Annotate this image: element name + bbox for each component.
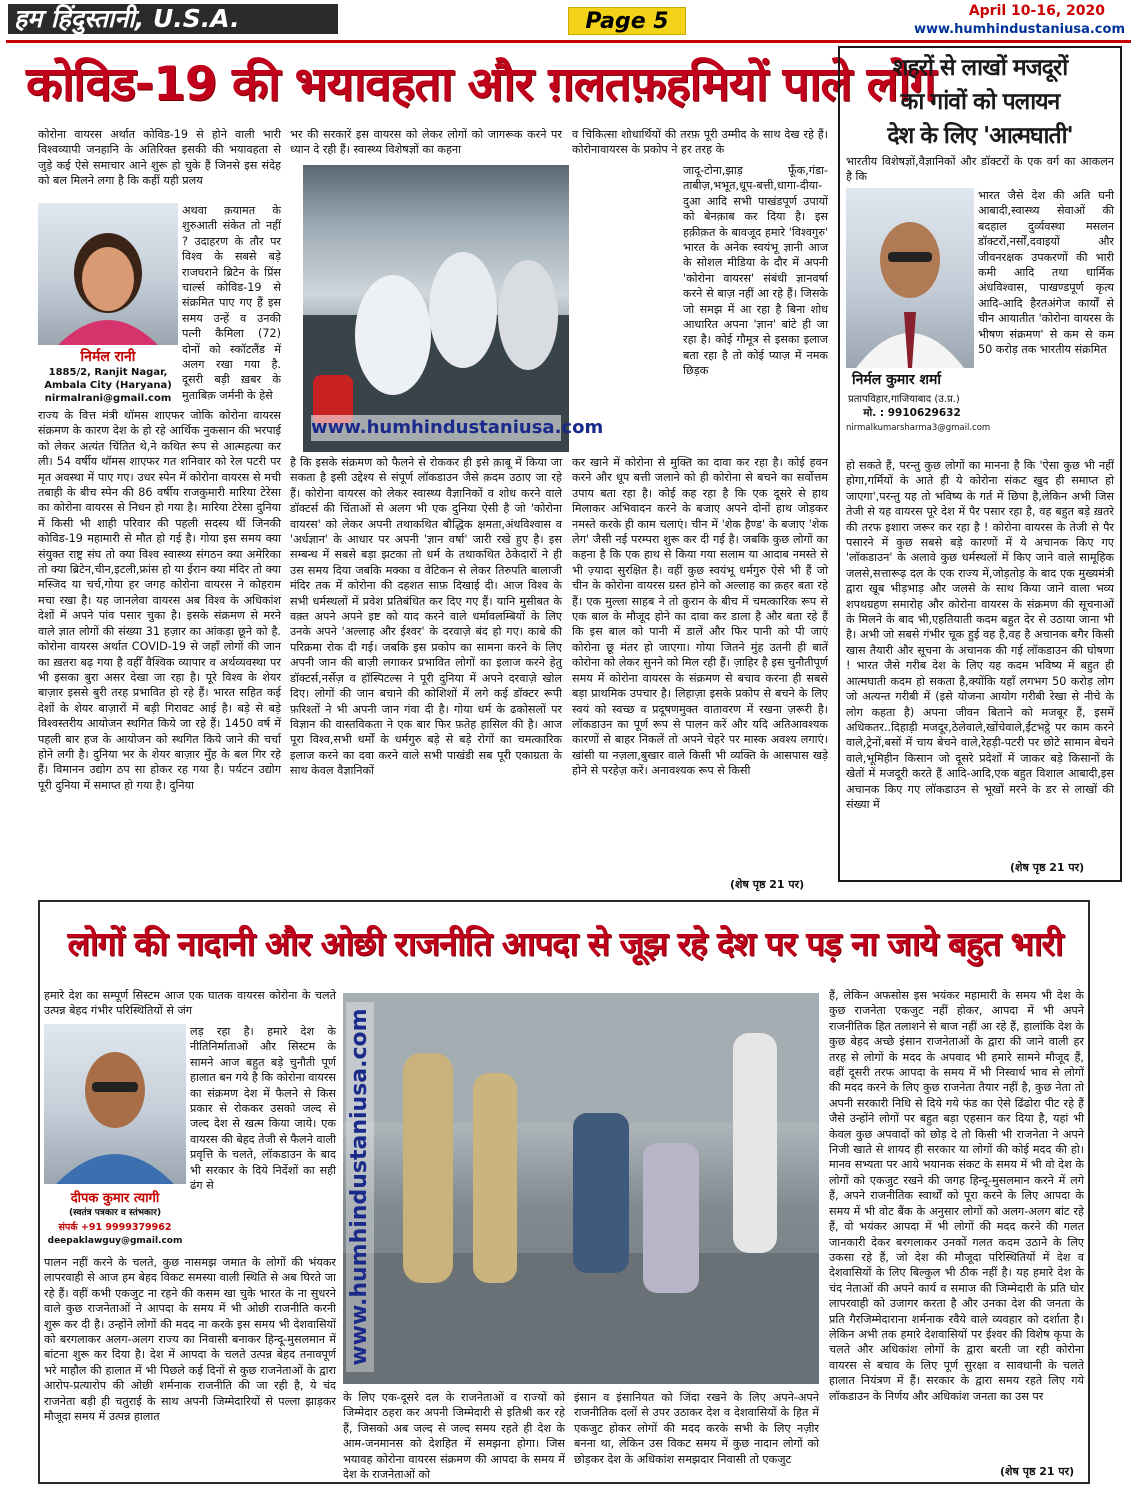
airport-masked-travellers-photo bbox=[303, 165, 604, 452]
article3-headline: लोगों की नादानी और ओछी राजनीति आपदा से जूझ रहे देश पर पड़ ना जाये बहुत भारी bbox=[67, 924, 1063, 963]
man-portrait-icon bbox=[44, 1024, 186, 1184]
article3-col1-top: हमारे देश का सम्पूर्ण सिस्टम आज एक घातक वायरस कोरोना के चलते उत्पन्न बेहद गंभीर परिस्थितियों से जंग bbox=[44, 989, 336, 1018]
author-photo-nirmal-sharma bbox=[846, 188, 974, 368]
article2-continued[interactable]: (शेष पृष्ठ 21 पर) bbox=[1010, 861, 1085, 874]
author-phone: मो. : 9910629632 bbox=[863, 407, 961, 419]
article1-continued[interactable]: (शेष पृष्ठ 21 पर) bbox=[730, 878, 805, 891]
man-portrait-icon bbox=[846, 188, 974, 368]
article3-col4-body: हैं, लेकिन अफसोस इस भयंकर महामारी के समय भी देश के कुछ राजनेता एकजुट नहीं होकर, आपदा में भी अपने राजनीतिक हित तलाशने से बाज नहीं आ रहे हैं, हालांकि देश के कुछ बेहद अच्छे इंसान राजनेताओं के द्वारा की जाने वाली हर तरह से लोगों के मदद के अपवाद भी हमारे सामने मौजूद हैं, वहीं दूसरी तरफ आपदा के समय में भी निस्वार्थ भाव से लोगों की मदद करने के लिए कुछ राजनेता तैयार नहीं है, कुछ नेता तो अपनी सरकारी निधि से दिये गये फंड का ऐसे ढिंढोरा पीट रहे हैं जैसे उन्होंने लोगों पर बहुत बड़ा एहसान कर दिया है, यहां भी केवल कुछ अपवादों को छोड़ दे तो किसी भी राजनेता ने अपने निजी खाते से शायद ही सरकार या लोगों की कोई मदद की हो। मानव सभ्यता पर आये भयानक संकट के समय में भी वो देश के लोगों को एकजुट रखने की जगह हिन्दू-मुसलमान करने में लगे हैं, अपने राजनीतिक स्वार्थों को पूरा करने के लिए आपदा के समय में भी वोट बैंक के अनुसार लोगों को अलग-अलग बांट रहे हैं, वो भयंकर आपदा में भी लोगों की मदद करने की गलत जानकारी देकर बरगलाकर उनकों गलत कदम उठाने के लिए उकसा रहे हैं, जो देश की मौजूदा परिस्थितियों में देश व देशवासियों के लिए बिल्कुल भी ठीक नहीं है। यह हमारे देश के चंद नेताओं की अपने कार्य व समाज की जिम्मेदारी के प्रति घोर लापरवाही को उजागर करता है और उनका देश की जनता के प्रति गैरजिम्मेदाराना शर्मनाक रवैये वाले व्यवहार को दर्शाता है। लेकिन अभी तक हमारे देशवासियों पर ईश्वर की विशेष कृपा के चलते और अधिकांश लोगों के द्वारा बरती जा रही कोरोना वायरस से बचाव के लिए पूर्ण सुरक्षा व सावधानी के चलते हालात नियंत्रण में हैं। सरकार के द्वारा समय रहते लिए गये लॉकडाउन के निर्णय और अधिकांश जनता का उस पर bbox=[829, 989, 1084, 1403]
article2-headline-line1: शहरों से लाखों मजदूरों bbox=[892, 55, 1068, 81]
site-url[interactable]: www.humhindustaniusa.com bbox=[913, 22, 1125, 37]
article1-col3-body: कर खाने में कोरोना से मुक्ति का दावा कर रहा है। कोई हवन करने और धूप बत्ती जलाने को ही कोरोना से बचने का सर्वोत्तम उपाय बता रहा है। कोई कह रहा है कि एक दूसरे से हाथ मिलाकर अभिवादन करने के बजाए अपने दोनों हाथ जोड़कर नमस्ते करके ही काम चलाएं। चीन में 'शेक हैण्ड' के बजाए 'शेक लेग' जैसी नई परम्परा शुरू कर दी गई है। जबकि कुछ लोगों का कहना है कि एक हाथ से किया गया सलाम या आदाब नमस्ते से भी ज़्यादा सुरक्षित है। वहीं कुछ स्वयंभू धर्मगुरु ऐसे भी हैं जो चीन के कोरोना वायरस ग्रस्त होने को अल्लाह का क़हर बता रहे हैं। एक मुल्ला साहब ने तो क़ुरान के बीच में चमत्कारिक रूप से एक बाल के मौजूद होने का दावा कर डाला है और बता रहे हैं कि इस बाल को पानी में डालें और फिर पानी को पी जाएं कोरोना छू मंतर हो जाएगा। गोया जितने मुंह उतनी ही बातें कोरोना को लेकर सुनने को मिल रही हैं। ज़ाहिर है इस चुनौतीपूर्ण समय में कोरोना वायरस के संक्रमण से बचाव करना ही सबसे बड़ा प्राथमिक उपचार है। लिहाज़ा इसके प्रकोप से बचने के लिए स्वयं को स्वच्छ व प्रदूषणमुक्त वातावरण में रखना ज़रूरी है। लॉकडाउन का पूर्ण रूप से पालन करें और यदि अतिआवश्यक कारणों से बाहर निकलें तो अपने चेहरे पर मास्क अवश्य लगाएं। खांसी या नज़ला,बुखार वाले किसी भी व्यक्ति के आसपास खड़े होने से परहेज़ करें। अनावश्यक रूप से किसी bbox=[572, 456, 828, 778]
article3-col2-body: के लिए एक-दूसरे दल के राजनेताओं व राज्यों को जिम्मेदार ठहरा कर अपनी जिम्मेदारी से इतिश्री कर रहे हैं, जिसको अब जल्द से जल्द समय रहते ही देश के आम-जनमानस को देशहित में समझना होगा। जिस भयावह कोरोना वायरस संक्रमण की आपदा के समय में देश के राजनेताओं को bbox=[343, 1391, 565, 1482]
woman-portrait-icon bbox=[38, 203, 178, 345]
watermark-url-vertical: www.humhindustaniusa.com bbox=[346, 1002, 374, 1372]
article3-col3-body: इंसान व इंसानियत को जिंदा रखने के लिए अपने-अपने राजनीतिक दलों से उपर उठाकर देश व देशवासियों के हित में एकजुट होकर लोगों की मदद करके सभी के लिए नज़ीर बनना था, लेकिन उस विकट समय में कुछ नादान लोगों को छोड़कर देश के अधिकांश समझदार निवासी तो एकजुट bbox=[574, 1391, 819, 1466]
author-address-line1: 1885/2, Ranjit Nagar, bbox=[48, 367, 168, 378]
article1-col2-body: है कि इसके संक्रमण को फैलने से रोककर ही इसे क़ाबू में किया जा सकता है इसी उद्देश्य से संपूर्ण लॉकडाउन जैसे क़दम उठाए जा रहे हैं। कोरोना वायरस को लेकर स्वास्थ्य वैज्ञानिकों व शोध करने वाले डॉक्टर्स की चिंताओं से अलग भी एक दुनिया ऐसी है जो 'कोरोना वायरस' को लेकर अपनी तथाकथित बौद्धिक क्षमता,अंधविश्वास व 'अर्धज्ञान' के आधार पर अपनी 'ज्ञान वर्षा' जारी रखे हुए है। इस सम्बन्ध में सबसे बड़ा झटका तो धर्म के तथाकथित ठेकेदारों ने ही उस समय दिया जबकि मक्का व वेटिकन से लेकर तिरुपति बालाजी मंदिर तक में कोरोना की दहशत साफ़ दिखाई दी। आज विश्व के सभी धर्मस्थलों में प्रवेश प्रतिबंधित कर दिए गए हैं। यानि मुसीबत के वक़्त अपने अपने इष्ट को याद करने वाले धर्मावलम्बियों के लिए उनके अपने 'अल्लाह और ईश्वर' के दरवाज़े बंद हो गए। काबे की परिक्रमा रोक दी गई। जबकि इस प्रकोप का सामना करने के लिए अपनी जान की बाज़ी लगाकर प्रभावित लोगों का इलाज करने हेतु डॉक्टर्स,नर्सेज़ व हॉस्पिटल्स ने पूरी दुनिया में अपने दरवाज़े खोल दिए। लोगों की जान बचाने की कोशिशों में लगे कई डॉक्टर रूपी फ़रिश्तों ने भी अपनी जान गंवा दी है। गोया धर्म के ढकोसलों पर विज्ञान की वास्तविकता ने एक बार फिर फ़तेह हासिल की है। आज पूरा विश्व,सभी धर्मों के धर्मगुरु बड़े से बड़े रोगों का चमत्कारिक इलाज करने का दवा करने वाले सभी पाखंडी सब पूरी एकाग्रता के साथ केवल वैज्ञानिकों bbox=[290, 456, 562, 778]
article1-col3-top: व चिकित्सा शोधार्थियों की तरफ़ पूरी उम्मीद के साथ देख रहे हैं। कोरोनावायरस के प्रकोप ने हर तरह के bbox=[572, 128, 828, 157]
article1-headline: कोविड-19 की भयावहता और ग़लतफ़हमियों पाले लोग bbox=[26, 57, 936, 112]
article1-col1-body: राज्य के वित्त मंत्री थॉमस शाएफर जोकि कोरोना वायरस संक्रमण के कारण देश के हो रहे आर्थिक नुकसान की भरपाई को लेकर अत्यंत चिंतित थे,ने कथित रूप से आत्महत्या कर ली। 54 वर्षीय थॉमस शाएफर गत शनिवार को रेल पटरी पर मृत अवस्था में पाए गए। उधर स्पेन में कोरोना वायरस से मची तबाही के बीच स्पेन की 86 वर्षीय राजकुमारी मारिया टेरेसा का कोरोना वायरस से निधन हो गया है। मारिया टेरेसा दुनिया में किसी भी शाही परिवार की पहली सदस्य थीं जिनकी कोविड-19 महामारी से मौत हो गई है। गोया इस समय क्या संयुक्त राष्ट्र संघ तो क्या विश्व स्वास्थ्य संगठन क्या अमेरिका तो क्या ब्रिटेन,चीन,इटली,फ्रांस हो या ईरान क्या मंदिर तो क्या मस्जिद या चर्च,गोया हर जगह कोरोना वायरस ने कोहराम मचा रखा है। यह जानलेवा वायरस अब विश्व के अधिकांश देशों में अपने पांव पसार चुका है। इसके संक्रमण से मरने वाले ज्ञात लोगों की संख्या 31 हज़ार का आंकड़ा छूने को है. कोरोना वायरस अर्थात COVID-19 से जहाँ लोगों की जान का ख़तरा बढ़ गया है वहीँ वैश्विक व्यापार व अर्थव्यवस्था पर भी इसका बुरा असर देखा जा रहा है। पूरे विश्व के शेयर बाज़ार इससे बुरी तरह प्रभावित हो रहे हैं। भारत सहित कई देशों के शेयर बाज़ारों में बड़ी गिरावट आई है। बड़े से बड़े विश्वस्तरीय आयोजन स्थगित किये जा रहे हैं। 1450 वर्ष में पहली बार हज के आयोजन को स्थगित किये जाने की चर्चा होने लगी है। दुनिया भर के शेयर बाज़ार मुँह के बल गिर रहे हैं। विमानन उद्योग ठप सा होकर रह गया है। पर्यटन उद्योग पूरी दुनिया में समाप्त हो गया है। दुनिया bbox=[38, 409, 281, 792]
author-name-nirmal-sharma: निर्मल कुमार शर्मा bbox=[852, 372, 942, 388]
article2-body: हो सकते हैं, परन्तु कुछ लोगों का मानना है कि 'ऐसा कुछ भी नहीं होगा,गर्मियों के आते ही ये कोरोना संकट खुद ही समाप्त हो जाएगा',परन्तु यह तो भविष्य के गर्त में छिपा है,लेकिन अभी जिस तेजी से यह वायरस पूरे देश में पैर पसार रहा है, वह बहुत बड़े ख़तरे की तरफ इशारा जरूर कर रहा है ! कोरोना वायरस के तेजी से पैर पसारने में कुछ सबसे बड़े कारणों में ये अचानक किए गए 'लॉकडाउन' के अलावे कुछ धर्मस्थलों में किए जाने वाले सामूहिक जलसे,सत्तारूढ़ दल के एक राज्य में,जोड़तोड़ के बाद एक मुख्यमंत्री द्वारा खूब भीड़भाड़ और जलसे के साथ किया जाने वाला भव्य शपथग्रहण समारोह और कोरोना वायरस के संक्रमण की सूचनाओं के मिलने के बाद भी,एहतियाती कदम बहुत देर से उठाया जाना भी है। अभी जो सबसे गंभीर चूक हुई वह है,वह है अचानक बगैर किसी खास तैयारी और सूचना के अचानक की गई लॉकडाउन की घोषणा ! भारत जैसे गरीब देश के लिए यह कदम भविष्य में बहुत ही आत्मघाती कदम हो सकता है,क्योंकि यहाँ लगभग 50 करोड़ लोग जो अत्यन्त गरीबी में (इसे योजना आयोग गरीबी रेखा से नीचे के लोग कहता है) अपना जीवन बिताने को मजबूर हैं, इसमें अधिकतर..दिहाड़ी मजदूर,ठेलेवाले,खोंचेवाले,ईंटभट्ठे पर काम करने वाले,ट्रेनों,बसों में चाय बेचने वाले,रेहड़ी-पटरी पर छोटे सामान बेचने वाले,भूमिहीन किसान जो दूसरे प्रदेशों में जाकर बड़े किसानों के खेतों में मजदूरी करते हैं आदि-आदि,एक बहुत विशाल आबादी,इस अचानक किए गए लॉकडाउन से भूखों मरने के डर से लाखों की संख्या में bbox=[846, 459, 1114, 811]
article3-continued[interactable]: (शेष पृष्ठ 21 पर) bbox=[1000, 1465, 1075, 1478]
article1-col3-wrap: जादू-टोना,झाड़ फूँक,गंडा-ताबीज़,भभूत,धूप-बत्ती,धागा-दीया-दुआ आदि सभी पाखंडपूर्ण उपायों को बेनक़ाब कर दिया है। इस हक़ीक़त के बावजूद हमारे 'विश्वगुरु' भारत के अनेक स्वयंभू ज्ञानी आज के सोशल मीडिया के दौर में अपनी 'कोरोना वायरस' संबंधी ज्ञानवर्षा करने से बाज़ नहीं आ रहे हैं। जिसके जो समझ में आ रहा है बिना शोध आधारित अपना 'ज्ञान' बांटे ही जा रहा है। कोई गौमूत्र से इसका इलाज बता रहा है तो कोई प्याज़ में नमक छिड़क bbox=[683, 164, 828, 378]
article3-col1-body: पालन नहीं करने के चलते, कुछ नासमझ जमात के लोगों की भंयकर लापरवाही से आज हम बेहद विकट समस्या वाली स्थिति से अब घिरते जा रहे हैं। वहीं कभी एकजुट ना रहने की कसम खा चुके भारत के ना सुधरने वाले कुछ राजनेताओं ने आपदा के समय में भी ओछी राजनीति करनी शुरू कर दी है। उन्होंने लोगों की मदद ना करके इस समय भी देशवासियों को बरगलाकर अलग-अलग राज्य का निवासी बनाकर हिन्दू-मुसलमान में बांटना शुरू कर दिया है। देश में आपदा के चलते उत्पन्न बेहद तनावपूर्ण भरे माहौल की हालात में भी पिछले कई दिनों से कुछ राजनेताओं के द्वारा आरोप-प्रत्यारोप की ओछी शर्मनाक राजनीति की जा रही है, ये चंद राजनेता बड़ी ही चतुराई के साथ अपनी जिम्मेदारियों से पल्ला झाड़कर मौजूदा समय में उत्पन्न हालात bbox=[44, 1256, 336, 1424]
article2-intro: भारतीय विशेषज्ञों,वैज्ञानिकों और डॉक्टरों के एक वर्ग का आकलन है कि bbox=[846, 155, 1114, 184]
issue-date: April 10-16, 2020 bbox=[968, 3, 1105, 19]
page-number: Page 5 bbox=[568, 7, 686, 35]
article2-headline-line3: देश के लिए 'आत्मघाती' bbox=[887, 123, 1073, 149]
author-name-deepak-tyagi: दीपक कुमार त्यागी bbox=[70, 1191, 160, 1206]
author-address-line2: Ambala City (Haryana) bbox=[44, 380, 172, 391]
article2-wrap: भारत जैसे देश की अति घनी आबादी,स्वास्थ्य सेवाओं की बदहाल दुर्व्यवस्था मसलन डॉक्टरों,नर्सों,दवाइयों और जीवनरक्षक उपकरणों की भारी कमी आदि तथा धार्मिक अंधविश्वास, पाखण्डपूर्ण कृत्य आदि-आदि हैरतअंगेज कार्यों से चीन आयातीत 'कोरोना वायरस के भीषण संक्रमण' से कम से कम 50 करोड़ तक भारतीय संक्रमित bbox=[978, 189, 1114, 357]
author-email-sharma[interactable]: nirmalkumarsharma3@gmail.com bbox=[846, 423, 991, 433]
article3-col1-wrap: लड़ रहा है। हमारे देश के नीतिनिर्माताओं और सिस्टम के सामने आज बहुत बड़े चुनौती पूर्ण हालात बन गये है कि कोरोना वायरस का संक्रमण देश में फैलने से किस प्रकार से रोककर उसको जल्द से जल्द देश से खत्म किया जाये। एक वायरस की बेहद तेजी से फैलने वाली प्रवृत्ति के चलते, लॉकडाउन के बाद भी सरकार के दिये निर्देशों का सही ढंग से bbox=[190, 1025, 337, 1193]
author-address: प्रतापविहार,गाजियाबाद (उ.प्र.) bbox=[848, 394, 960, 405]
author-name-nirmal-rani: निर्मल रानी bbox=[80, 349, 136, 365]
article1-col1-top: कोरोना वायरस अर्थात कोविड-19 से होने वाली भारी विश्वव्यापी जनहानि के अतिरिक्त इसकी की भयावहता से जुड़े कई ऐसे समाचार आने शुरू हो चुके हैं जिनसे इस संदेह को बल मिलने लगा है कि कहीं यही प्रलय bbox=[38, 128, 281, 188]
article1-col2-top: भर की सरकारें इस वायरस को लेकर लोगों को जागरूक करने पर ध्यान दे रही हैं। स्वास्थ्य विशेषज्ञों का कहना bbox=[290, 128, 562, 157]
author-email-tyagi[interactable]: deepaklawguy@gmail.com bbox=[47, 1236, 183, 1246]
masthead-logo: हम हिंदुस्तानी, U.S.A. bbox=[8, 4, 338, 34]
masthead-rule bbox=[6, 40, 1131, 43]
photo-scene-icon bbox=[303, 165, 569, 452]
author-photo-deepak-tyagi bbox=[44, 1024, 186, 1184]
police-lockdown-street-photo bbox=[343, 993, 819, 1384]
author-role: (स्वतंत्र पत्रकार व स्तंभकार) bbox=[68, 1208, 162, 1218]
author-email[interactable]: nirmalrani@gmail.com bbox=[44, 393, 172, 404]
photo-scene-icon bbox=[343, 993, 819, 1384]
article2-headline-line2: का गांवों को पलायन bbox=[900, 89, 1060, 115]
article1-col1-wrap: अथवा क़यामत के शुरुआती संकेत तो नहीं ? उदाहरण के तौर पर विश्व के सबसे बड़े राजघराने ब्रिटेन के प्रिंस चार्ल्स कोविड-19 से संक्रमित पाए गए हैं इस समय उन्हें व उनकी पत्नी कैमिला (72) दोनों को स्कॉटलैंड में अलग रखा गया है. दूसरी बड़ी ख़बर के मुताबिक़ जर्मनी के हेसे bbox=[182, 204, 281, 402]
watermark-url: www.humhindustaniusa.com bbox=[311, 415, 561, 441]
author-phone-tyagi: संपर्क +91 9999379962 bbox=[58, 1222, 172, 1233]
author-photo-nirmal-rani bbox=[38, 203, 178, 345]
